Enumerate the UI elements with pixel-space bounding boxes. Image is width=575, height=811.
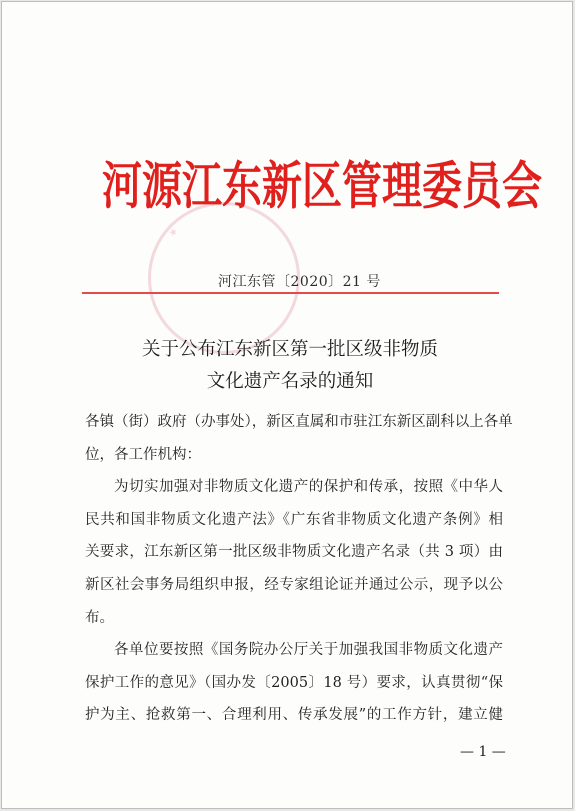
addressee-line: 位，各工作机构：: [85, 446, 201, 463]
paragraph-1: [85, 471, 503, 634]
notice-body: [85, 406, 513, 732]
notice-title: [62, 334, 518, 398]
notice-title-line: 文化遗产名录的通知: [206, 371, 374, 392]
paragraph-2: [85, 634, 503, 732]
paragraph-line: 护为主、抢救第一、合理利用、传承发展”的工作方针，建立健: [85, 707, 503, 724]
paragraph-line: 为切实加强对非物质文化遗产的保护和传承，按照《中华人: [114, 479, 503, 496]
letterhead-red-rule: [82, 292, 499, 294]
addressee-line: 各镇（街）政府（办事处），新区直属和市驻江东新区副科以上各单: [85, 414, 513, 430]
paragraph-line: 各单位要按照《国务院办公厅关于加强我国非物质文化遗产: [114, 642, 503, 659]
document-number: 河江东管〔2020〕21 号: [218, 274, 381, 290]
notice-title-line: 关于公布江东新区第一批区级非物质: [141, 339, 438, 360]
paragraph-line: 保护工作的意见》（国办发〔2005〕18 号）要求，认真贯彻“保: [85, 674, 503, 691]
seal-lettering: ★: [167, 225, 182, 240]
paragraph-line: 关要求，江东新区第一批区级非物质文化遗产名录（共 3 项）由: [85, 544, 503, 561]
addressee: [85, 406, 513, 471]
page-number: — 1 —: [460, 744, 506, 760]
paragraph-line: 民共和国非物质文化遗产法》《广东省非物质文化遗产条例》相: [85, 511, 503, 528]
paragraph-line: 新区社会事务局组织申报，经专家组论证并通过公示，现予以公: [85, 576, 503, 593]
paragraph-line: 布。: [85, 609, 114, 626]
document-page: [1, 1, 573, 809]
issuer-letterhead: 河源江东新区管理委员会: [102, 156, 542, 217]
